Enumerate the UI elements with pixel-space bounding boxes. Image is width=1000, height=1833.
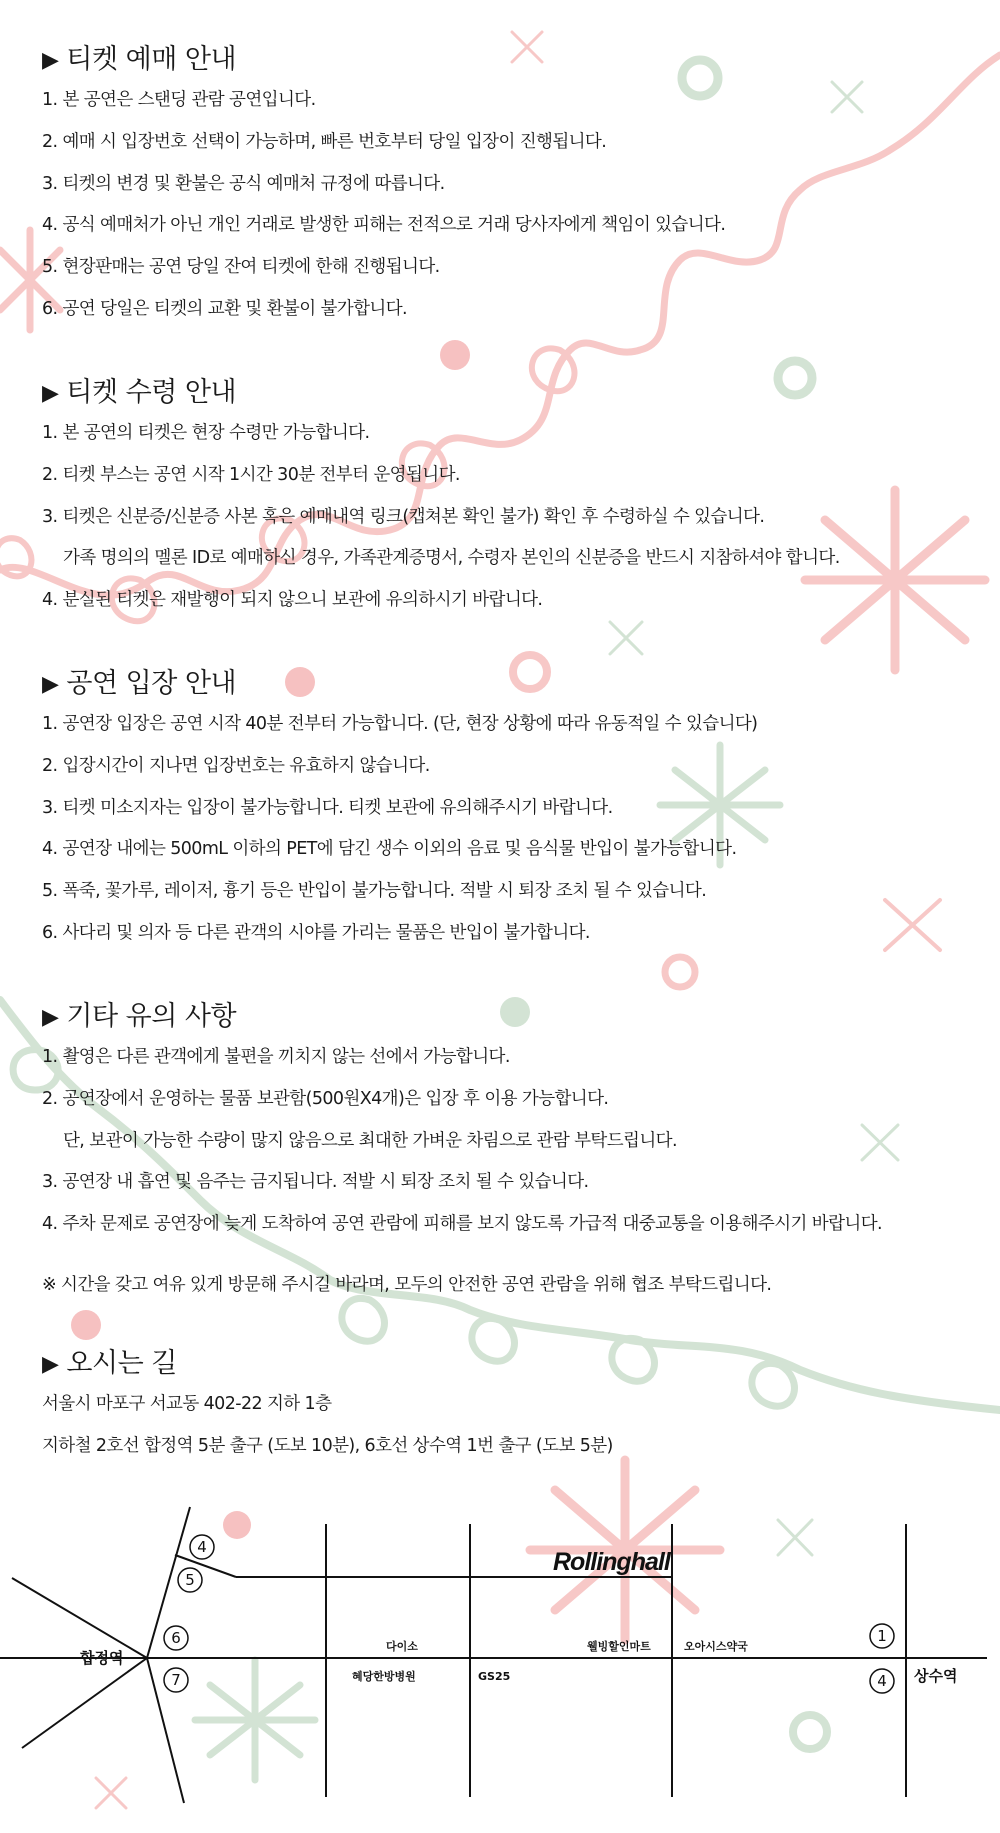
section-directions bbox=[42, 1344, 982, 1468]
exit-number: 4 bbox=[197, 1538, 207, 1556]
triangle-bullet-icon: ▶ bbox=[42, 1352, 59, 1377]
pink-ring bbox=[665, 957, 695, 987]
list-item-continuation: 가족 명의의 멜론 ID로 예매하신 경우, 가족관계증명서, 수령자 본인의 신분증을 반드시 지참하셔야 합니다. bbox=[63, 548, 840, 569]
triangle-bullet-icon: ▶ bbox=[42, 48, 59, 73]
section-title: ▶ 공연 입장 안내 bbox=[42, 668, 237, 699]
list-item: 1. 본 공연은 스탠딩 관람 공연입니다. bbox=[42, 90, 316, 110]
section-ticket-booking bbox=[42, 40, 982, 331]
list-item: 5. 폭죽, 꽃가루, 레이저, 흉기 등은 반입이 불가능합니다. 적발 시 퇴장 조치 될 수 있습니다. bbox=[42, 881, 707, 902]
pink-dot bbox=[440, 340, 470, 370]
section-title: ▶ 티켓 예매 안내 bbox=[42, 44, 237, 75]
exit-number: 6 bbox=[171, 1629, 181, 1647]
pink-dot bbox=[71, 1310, 101, 1340]
section-title: ▶ 오시는 길 bbox=[42, 1348, 177, 1379]
triangle-bullet-icon: ▶ bbox=[42, 381, 59, 406]
triangle-bullet-icon: ▶ bbox=[42, 672, 59, 697]
list-item: 1. 촬영은 다른 관객에게 불편을 끼치지 않는 선에서 가능합니다. bbox=[42, 1047, 510, 1067]
landmark-wellbeing-mart: 웰빙할인마트 bbox=[587, 1640, 651, 1653]
list-item: 4. 주차 문제로 공연장에 늦게 도착하여 공연 관람에 피해를 보지 않도록 가급적 대중교통을 이용해주시기 바랍니다. bbox=[42, 1214, 882, 1235]
road bbox=[22, 1658, 147, 1748]
list-item: 2. 티켓 부스는 공연 시작 1시간 30분 전부터 운영됩니다. bbox=[42, 464, 460, 485]
list-item: 6. 공연 당일은 티켓의 교환 및 환불이 불가합니다. bbox=[42, 298, 407, 319]
list-item: 1. 공연장 입장은 공연 시작 40분 전부터 가능합니다. (단, 현장 상황에 따라 유동적일 수 있습니다) bbox=[42, 714, 758, 734]
list-item: 3. 티켓 미소지자는 입장이 불가능합니다. 티켓 보관에 유의해주시기 바랍니다. bbox=[42, 797, 613, 818]
venue-logo: Rollinghall bbox=[553, 1548, 670, 1576]
exit-number: 7 bbox=[171, 1671, 181, 1689]
road bbox=[12, 1578, 147, 1658]
triangle-bullet-icon: ▶ bbox=[42, 1005, 59, 1030]
list-item: 4. 분실된 티켓은 재발행이 되지 않으니 보관에 유의하시기 바랍니다. bbox=[42, 590, 543, 611]
section-title: ▶ 티켓 수령 안내 bbox=[42, 377, 237, 408]
closing-notice: ※ 시간을 갖고 여유 있게 방문해 주시길 바라며, 모두의 안전한 공연 관람을 위해 협조 부탁드립니다. bbox=[42, 1275, 772, 1295]
list-item: 3. 티켓은 신분증/신분증 사본 혹은 예매내역 링크(캡쳐본 확인 불가) 확인 후 수령하실 수 있습니다. bbox=[42, 506, 765, 527]
section-entry bbox=[42, 664, 982, 955]
station-sangsu: 상수역 bbox=[914, 1667, 958, 1685]
exit-number: 1 bbox=[877, 1627, 887, 1645]
section-title: ▶ 기타 유의 사항 bbox=[42, 1001, 237, 1032]
landmark-hyedang-hospital: 혜당한방병원 bbox=[352, 1670, 416, 1683]
section-ticket-pickup bbox=[42, 373, 982, 622]
list-item-continuation: 단, 보관이 가능한 수량이 많지 않음으로 최대한 가벼운 차림으로 관람 부탁드립니다. bbox=[63, 1130, 677, 1151]
list-item: 1. 본 공연의 티켓은 현장 수령만 가능합니다. bbox=[42, 423, 370, 443]
landmark-gs25: GS25 bbox=[478, 1670, 511, 1683]
list-item: 6. 사다리 및 의자 등 다른 관객의 시야를 가리는 물품은 반입이 불가합니다. bbox=[42, 922, 590, 943]
location-map bbox=[0, 1500, 1000, 1833]
list-item: 3. 공연장 내 흡연 및 음주는 금지됩니다. 적발 시 퇴장 조치 될 수 있습니다. bbox=[42, 1172, 589, 1193]
list-item: 4. 공연장 내에는 500mL 이하의 PET에 담긴 생수 이외의 음료 및 음식물 반입이 불가능합니다. bbox=[42, 839, 737, 860]
list-item: 4. 공식 예매처가 아닌 개인 거래로 발생한 피해는 전적으로 거래 당사자에게 책임이 있습니다. bbox=[42, 215, 726, 236]
list-item: 2. 예매 시 입장번호 선택이 가능하며, 빠른 번호부터 당일 입장이 진행됩니다. bbox=[42, 131, 607, 152]
section-other-notes bbox=[42, 997, 982, 1246]
station-hapjeong: 합정역 bbox=[80, 1649, 124, 1667]
list-item: 5. 현장판매는 공연 당일 잔여 티켓에 한해 진행됩니다. bbox=[42, 257, 440, 278]
list-item: 2. 입장시간이 지나면 입장번호는 유효하지 않습니다. bbox=[42, 755, 430, 776]
landmark-oasis-pharmacy: 오아시스약국 bbox=[684, 1640, 748, 1653]
address-line: 서울시 마포구 서교동 402-22 지하 1층 bbox=[42, 1394, 332, 1414]
subway-directions: 지하철 2호선 합정역 5분 출구 (도보 10분), 6호선 상수역 1번 출구 (도보 5분) bbox=[42, 1435, 613, 1456]
list-item: 3. 티켓의 변경 및 환불은 공식 예매처 규정에 따릅니다. bbox=[42, 173, 445, 194]
landmark-daiso: 다이소 bbox=[386, 1640, 418, 1653]
exit-number: 4 bbox=[877, 1672, 887, 1690]
green-cross bbox=[610, 622, 642, 654]
list-item: 2. 공연장에서 운영하는 물품 보관함(500원X4개)은 입장 후 이용 가능합니다. bbox=[42, 1088, 609, 1109]
exit-number: 5 bbox=[185, 1571, 195, 1589]
